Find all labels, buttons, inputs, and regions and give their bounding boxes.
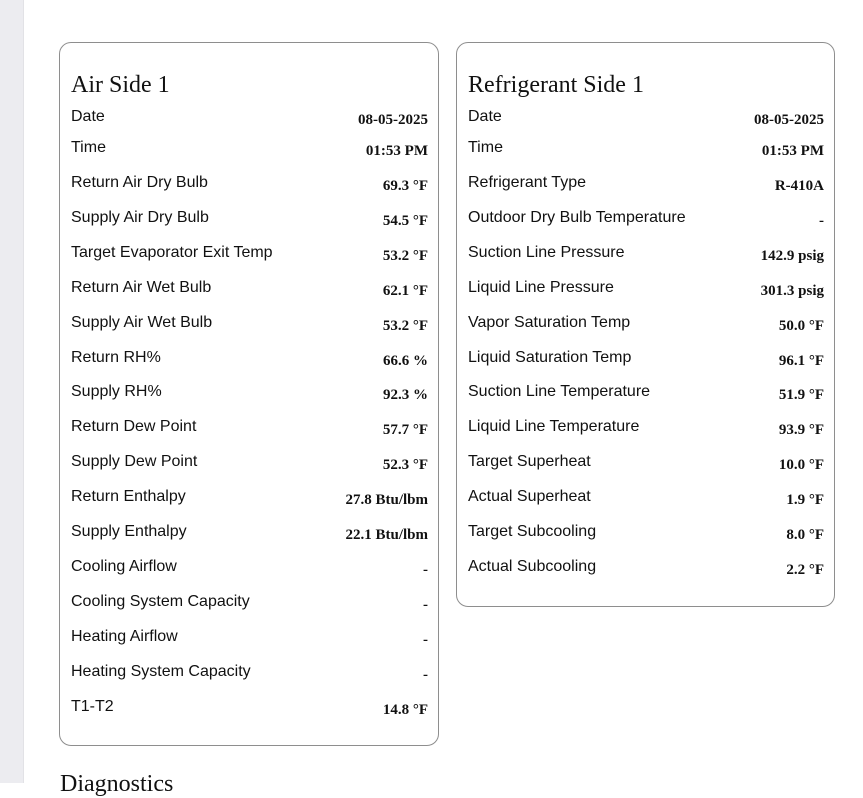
air-side-row (71, 452, 428, 474)
air-side-row-label: Date (71, 108, 105, 125)
air-side-row-value: 14.8 °F (382, 701, 428, 718)
refrigerant-side-row-label: Vapor Saturation Temp (468, 313, 631, 331)
refrigerant-side-row-value: 01:53 PM (761, 143, 824, 159)
refrigerant-side-row-value: 10.0 °F (778, 457, 824, 474)
refrigerant-side-row-value: 8.0 °F (786, 527, 824, 543)
air-side-row-value: 66.6 % (383, 352, 428, 369)
refrigerant-side-row-value: R-410A (774, 178, 824, 194)
air-side-row-label: Supply Air Wet Bulb (71, 313, 213, 331)
refrigerant-side-row-label: Actual Superheat (468, 488, 591, 506)
refrigerant-side-row (468, 487, 824, 509)
refrigerant-side-row (468, 243, 824, 265)
refrigerant-side-row (468, 417, 824, 439)
air-side-row-value: 69.3 °F (382, 178, 428, 194)
refrigerant-side-row-value: 301.3 psig (760, 282, 824, 299)
air-side-title: Air Side 1 (71, 72, 170, 98)
air-side-row-label: Supply Air Dry Bulb (71, 208, 209, 226)
refrigerant-side-row-value: 51.9 °F (778, 387, 824, 404)
refrigerant-side-row-label: Actual Subcooling (468, 557, 597, 575)
air-side-row-label: Return Dew Point (71, 418, 197, 436)
air-side-row (71, 348, 428, 370)
air-side-row (71, 417, 428, 439)
refrigerant-side-row (468, 313, 824, 335)
air-side-row (71, 313, 428, 335)
air-side-row-value: 92.3 % (383, 387, 428, 404)
air-side-row-value: 53.2 °F (382, 317, 428, 334)
air-side-row-label: Heating Airflow (71, 627, 178, 645)
diagnostics-heading: Diagnostics (60, 771, 174, 797)
air-side-row-value: - (423, 631, 428, 648)
air-side-row-value: 08-05-2025 (358, 112, 428, 128)
refrigerant-side-card (456, 42, 835, 607)
air-side-row (71, 173, 428, 195)
refrigerant-side-row-label: Outdoor Dry Bulb Temperature (468, 208, 686, 226)
refrigerant-side-row (468, 348, 824, 370)
refrigerant-side-row (468, 382, 824, 404)
air-side-row-value: 27.8 Btu/lbm (345, 492, 428, 509)
air-side-row-label: Supply Dew Point (71, 453, 198, 471)
left-edge-strip (0, 0, 24, 783)
air-side-row (71, 522, 428, 544)
refrigerant-side-row-label: Liquid Saturation Temp (468, 348, 632, 366)
air-side-row (71, 107, 428, 129)
air-side-row (71, 487, 428, 509)
air-side-row-value: 53.2 °F (382, 247, 428, 264)
air-side-row (71, 278, 428, 300)
air-side-row-label: Target Evaporator Exit Temp (71, 243, 273, 261)
refrigerant-side-row-label: Target Subcooling (468, 523, 597, 540)
air-side-row-label: Time (71, 139, 106, 156)
refrigerant-side-row (468, 138, 824, 160)
refrigerant-side-row-label: Time (468, 139, 503, 156)
air-side-row-value: 52.3 °F (382, 457, 428, 474)
air-side-row-value: - (423, 561, 428, 578)
air-side-row-value: 22.1 Btu/lbm (345, 527, 428, 543)
refrigerant-side-row-value: 93.9 °F (778, 422, 824, 439)
air-side-row-value: 62.1 °F (382, 282, 428, 299)
air-side-row-label: Return Enthalpy (71, 488, 186, 506)
refrigerant-side-row-value: 142.9 psig (760, 247, 824, 264)
air-side-row (71, 208, 428, 230)
refrigerant-side-row-value: 96.1 °F (778, 352, 824, 369)
air-side-row (71, 243, 428, 265)
air-side-row (71, 557, 428, 579)
air-side-card (59, 42, 439, 746)
air-side-row (71, 138, 428, 160)
air-side-row-label: Cooling Airflow (71, 557, 177, 575)
refrigerant-side-row-value: 08-05-2025 (754, 112, 824, 128)
air-side-row-value: - (423, 666, 428, 683)
refrigerant-side-row (468, 107, 824, 129)
refrigerant-side-row-label: Target Superheat (468, 453, 591, 471)
refrigerant-side-row (468, 452, 824, 474)
air-side-row-value: 01:53 PM (365, 143, 428, 159)
air-side-row-label: T1-T2 (71, 697, 114, 715)
air-side-row-label: Return Air Wet Bulb (71, 278, 212, 296)
air-side-row-label: Heating System Capacity (71, 662, 251, 680)
refrigerant-side-row-value: 2.2 °F (786, 561, 824, 578)
refrigerant-side-row-value: - (819, 212, 824, 229)
air-side-row-label: Return RH% (71, 348, 161, 366)
refrigerant-side-row (468, 557, 824, 579)
air-side-row (71, 627, 428, 649)
refrigerant-side-row-label: Suction Line Temperature (468, 383, 651, 401)
refrigerant-side-row-label: Suction Line Pressure (468, 243, 625, 261)
air-side-row-label: Cooling System Capacity (71, 592, 250, 610)
refrigerant-side-row-label: Refrigerant Type (468, 174, 586, 191)
refrigerant-side-row (468, 522, 824, 544)
refrigerant-side-row-label: Liquid Line Temperature (468, 418, 640, 436)
refrigerant-side-row-label: Liquid Line Pressure (468, 278, 614, 296)
refrigerant-side-row-value: 1.9 °F (786, 492, 824, 509)
refrigerant-side-row-label: Date (468, 108, 502, 125)
air-side-row (71, 382, 428, 404)
air-side-row-value: 57.7 °F (382, 422, 428, 439)
air-side-row-value: 54.5 °F (382, 212, 428, 229)
air-side-row (71, 592, 428, 614)
air-side-row (71, 697, 428, 719)
air-side-row (71, 662, 428, 684)
air-side-row-value: - (423, 596, 428, 613)
refrigerant-side-row-value: 50.0 °F (778, 317, 824, 334)
air-side-row-label: Supply RH% (71, 383, 162, 401)
refrigerant-side-row (468, 208, 824, 230)
refrigerant-side-title: Refrigerant Side 1 (468, 72, 644, 98)
air-side-row-label: Return Air Dry Bulb (71, 174, 208, 191)
refrigerant-side-row (468, 278, 824, 300)
refrigerant-side-row (468, 173, 824, 195)
air-side-row-label: Supply Enthalpy (71, 523, 187, 540)
